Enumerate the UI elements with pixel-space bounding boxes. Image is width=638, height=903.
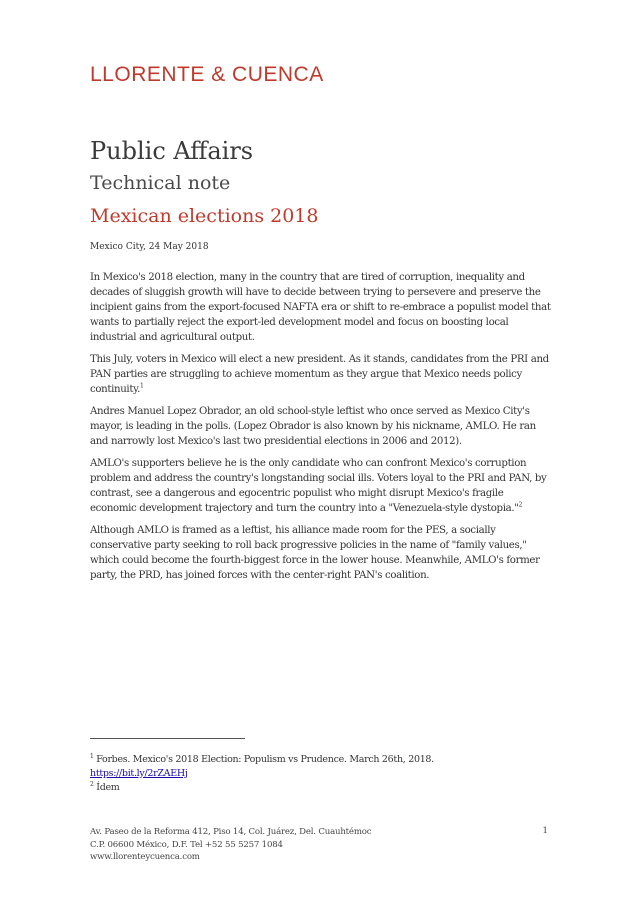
paragraph <box>90 352 552 397</box>
dateline: Mexico City, 24 May 2018 <box>90 242 209 252</box>
footnote-text: Forbes. Mexico's 2018 Election: Populism vs Prudence. March 26th, 2018. <box>93 754 434 765</box>
footer-address-line: Av. Paseo de la Reforma 412, Piso 14, Col. Juárez, Del. Cuauhtémoc <box>90 827 372 837</box>
footnote-number: 2 <box>90 780 94 788</box>
document-title: Mexican elections 2018 <box>90 205 319 227</box>
paragraph-text: Andres Manuel Lopez Obrador, an old school-style leftist who once served as Mexico City's mayor, is leading in the polls. (Lopez Obrador is also known by his nickname, AMLO. He ran and narrowly lost Mexico's last two presidential elections in 2006 and 2012). <box>90 406 536 447</box>
paragraph <box>90 456 552 516</box>
paragraph <box>90 270 552 345</box>
footer-address-line: C.P. 06600 México, D.F. Tel +52 55 5257 1084 <box>90 839 283 850</box>
paragraph <box>90 523 552 583</box>
page-number: 1 <box>542 826 548 836</box>
paragraph-text: In Mexico's 2018 election, many in the country that are tired of corruption, inequality and decades of sluggish growth will have to decide between trying to persevere and preserve the incipient gains from the export-focused NAFTA era or shift to re-embrace a populist model that wants to partially reject the export-led development model and focus on boosting local industrial and agricultural output. <box>90 272 551 343</box>
paragraph-text: AMLO's supporters believe he is the only candidate who can confront Mexico's corruption problem and address the country's longstanding social ills. Voters loyal to the PRI and PAN, by contrast, see a dangerous and egocentric populist who might disrupt Mexico's fragile economic development trajectory and turn the country into a "Venezuela-style dystopia." <box>90 458 547 514</box>
paragraph-text: Although AMLO is framed as a leftist, his alliance made room for the PES, a socially conservative party seeking to roll back progressive policies in the name of "family values," which could become the fourth-biggest force in the lower house. Meanwhile, AMLO's former party, the PRD, has joined forces with the center-right PAN's coalition. <box>90 525 540 581</box>
footnote-text: Ídem <box>93 782 120 793</box>
document-subtitle: Technical note <box>90 172 231 194</box>
page-footer <box>90 826 552 864</box>
footnote-reference[interactable]: 2 <box>518 501 523 509</box>
body-text <box>90 270 552 590</box>
footnotes <box>90 753 552 795</box>
footnote-2 <box>90 781 552 795</box>
footnote-number: 1 <box>90 752 94 760</box>
paragraph-text: This July, voters in Mexico will elect a new president. As it stands, candidates from the PRI and PAN parties are struggling to achieve momentum as they argue that Mexico needs policy continuity. <box>90 354 549 395</box>
footnote-reference[interactable]: 1 <box>140 382 144 390</box>
footnote-1-link-row <box>90 767 552 781</box>
paragraph <box>90 404 552 449</box>
footnote-link[interactable]: https://bit.ly/2rZAEHj <box>90 768 188 779</box>
document-category: Public Affairs <box>90 137 254 165</box>
footnote-divider <box>90 738 245 739</box>
footnote-1 <box>90 753 552 767</box>
company-logo: LLORENTE & CUENCA <box>90 63 324 86</box>
footer-website: www.llorenteycuenca.com <box>90 852 200 862</box>
